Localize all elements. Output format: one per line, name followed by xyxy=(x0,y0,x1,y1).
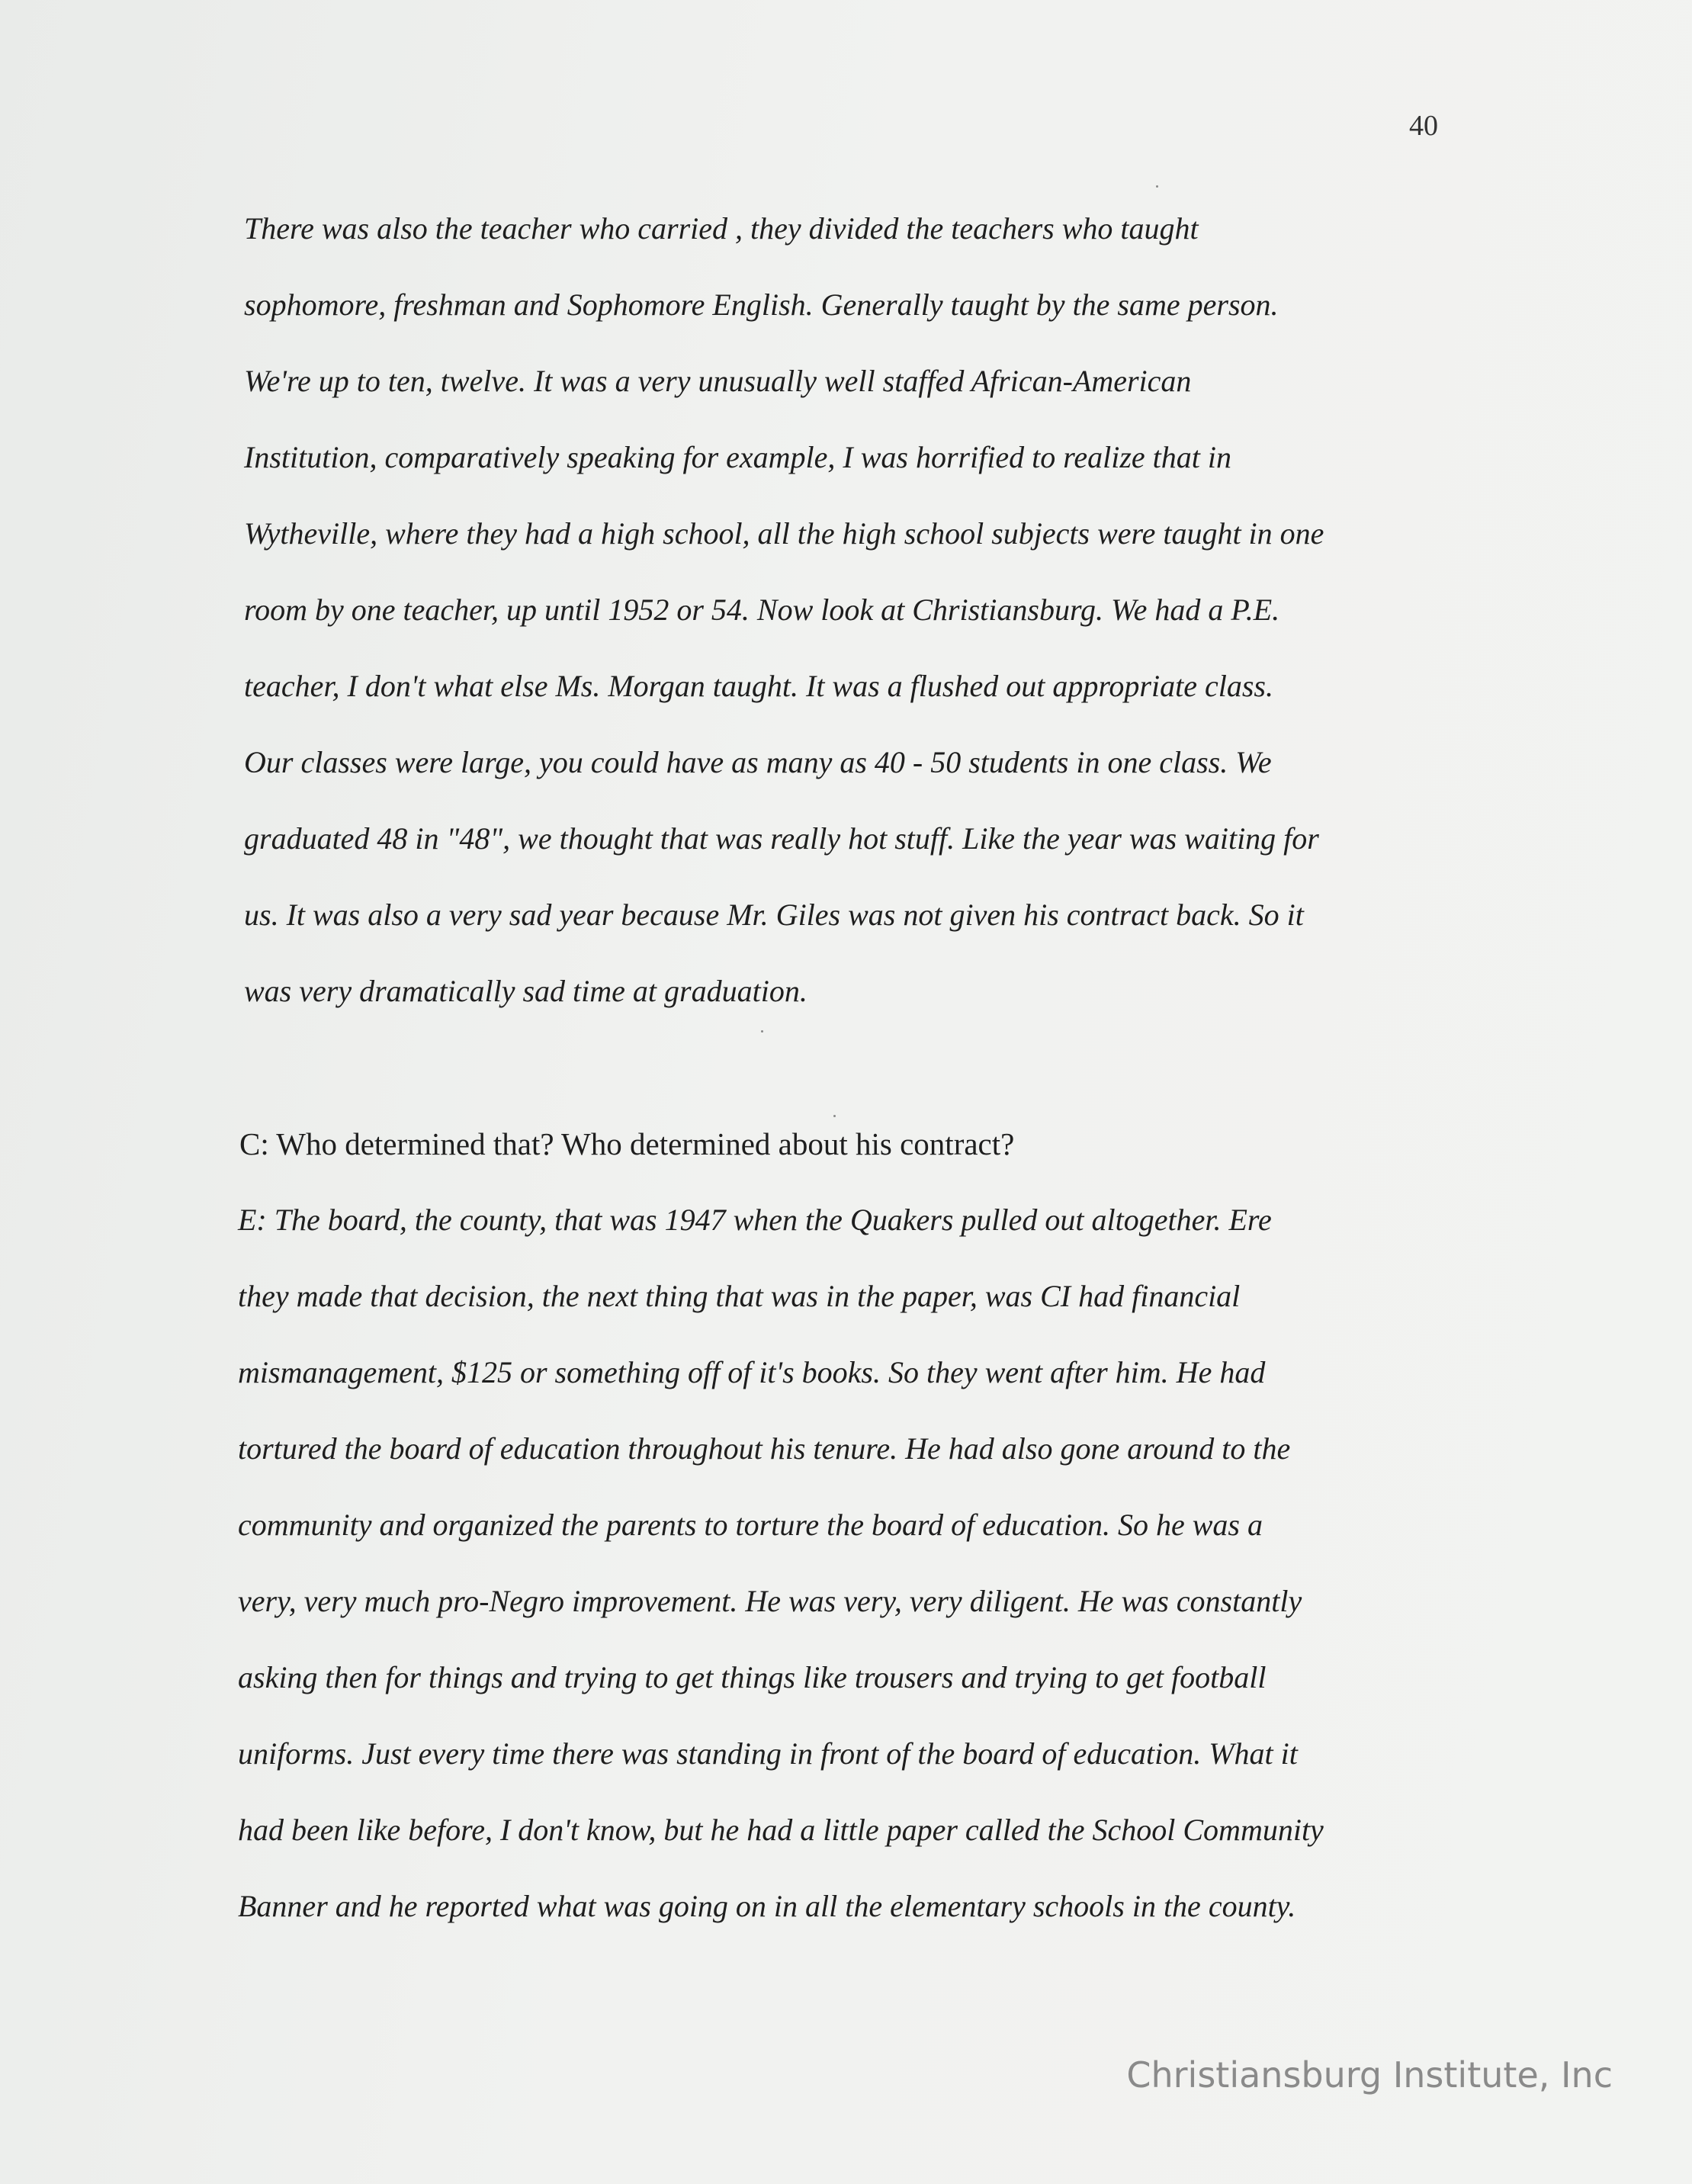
text-line: Banner and he reported what was going on in all the elementary schools in the county. xyxy=(238,1889,1296,1923)
text-line: room by one teacher, up until 1952 or 54. Now look at Christiansburg. We had a P.E. xyxy=(244,593,1280,627)
interviewer-question: C: Who determined that? Who determined about his contract? xyxy=(239,1126,1015,1161)
text-line: asking then for things and trying to get things like trousers and trying to get football xyxy=(238,1660,1267,1694)
text-line: sophomore, freshman and Sophomore English. Generally taught by the same person. xyxy=(244,287,1279,322)
text-line: had been like before, I don't know, but he had a little paper called the School Community xyxy=(238,1813,1324,1847)
text-line: tortured the board of education throughout his tenure. He had also gone around to the xyxy=(238,1431,1291,1466)
text-line: very, very much pro-Negro improvement. He was very, very diligent. He was constantly xyxy=(238,1584,1302,1618)
page-number: 40 xyxy=(1409,110,1438,142)
text-line: uniforms. Just every time there was standing in front of the board of education. What it xyxy=(238,1736,1298,1771)
text-line: us. It was also a very sad year because Mr. Giles was not given his contract back. So it xyxy=(244,898,1304,932)
answer-paragraph-2 xyxy=(238,1182,1324,1945)
scan-speck xyxy=(1156,185,1158,188)
text-line: they made that decision, the next thing that was in the paper, was CI had financial xyxy=(238,1279,1241,1313)
text-line: was very dramatically sad time at graduation. xyxy=(244,974,807,1008)
text-line: mismanagement, $125 or something off of it's books. So they went after him. He had xyxy=(238,1355,1266,1389)
text-line: community and organized the parents to torture the board of education. So he was a xyxy=(238,1508,1263,1542)
text-line: Our classes were large, you could have as many as 40 - 50 students in one class. We xyxy=(244,745,1272,779)
text-line: graduated 48 in "48", we thought that was really hot stuff. Like the year was waiting for xyxy=(244,821,1319,856)
watermark: Christiansburg Institute, Inc xyxy=(1126,2054,1613,2096)
text-line: teacher, I don't what else Ms. Morgan taught. It was a flushed out appropriate class. xyxy=(244,669,1273,703)
scan-speck xyxy=(833,1115,836,1117)
scan-speck xyxy=(761,1030,763,1033)
text-line: E: The board, the county, that was 1947 when the Quakers pulled out altogether. Ere xyxy=(238,1203,1272,1237)
answer-paragraph-1 xyxy=(244,191,1324,1029)
text-line: We're up to ten, twelve. It was a very unusually well staffed African-American xyxy=(244,364,1192,398)
text-line: Wytheville, where they had a high school, all the high school subjects were taught in one xyxy=(244,516,1324,551)
text-line: There was also the teacher who carried , they divided the teachers who taught xyxy=(244,211,1199,246)
text-line: Institution, comparatively speaking for example, I was horrified to realize that in xyxy=(244,440,1232,474)
